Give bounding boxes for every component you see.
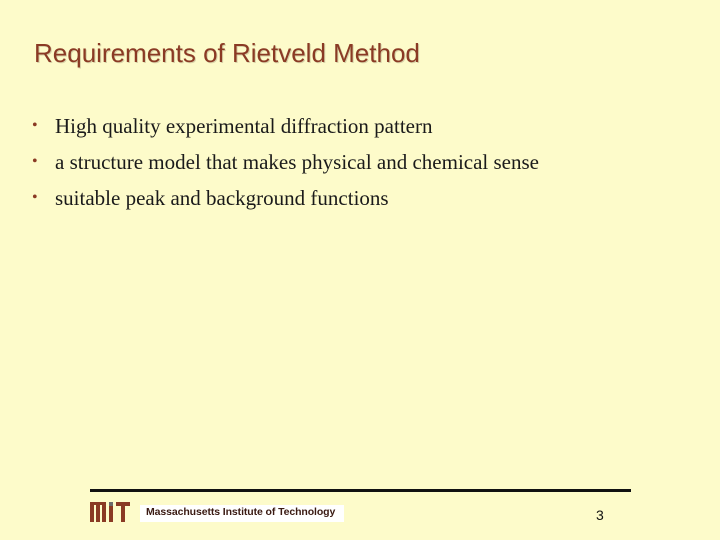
- bullet-list: [32, 108, 539, 216]
- bullet-text: a structure model that makes physical and chemical sense: [55, 150, 539, 174]
- slide-title: Requirements of Rietveld Method: [34, 38, 420, 68]
- bullet-text: High quality experimental diffraction pattern: [55, 114, 433, 138]
- bullet-icon: •: [32, 153, 38, 170]
- institution-label-box: [140, 505, 344, 522]
- page-number: 3: [596, 507, 604, 523]
- mit-logo-icon: [90, 502, 130, 522]
- bullet-item: [32, 144, 539, 180]
- bullet-icon: •: [32, 189, 38, 206]
- bullet-icon: •: [32, 117, 38, 134]
- bullet-item: [32, 180, 539, 216]
- footer-divider: [90, 489, 631, 492]
- institution-name: Massachusetts Institute of Technology: [146, 506, 336, 518]
- bullet-text: suitable peak and background functions: [55, 186, 389, 210]
- bullet-item: [32, 108, 539, 144]
